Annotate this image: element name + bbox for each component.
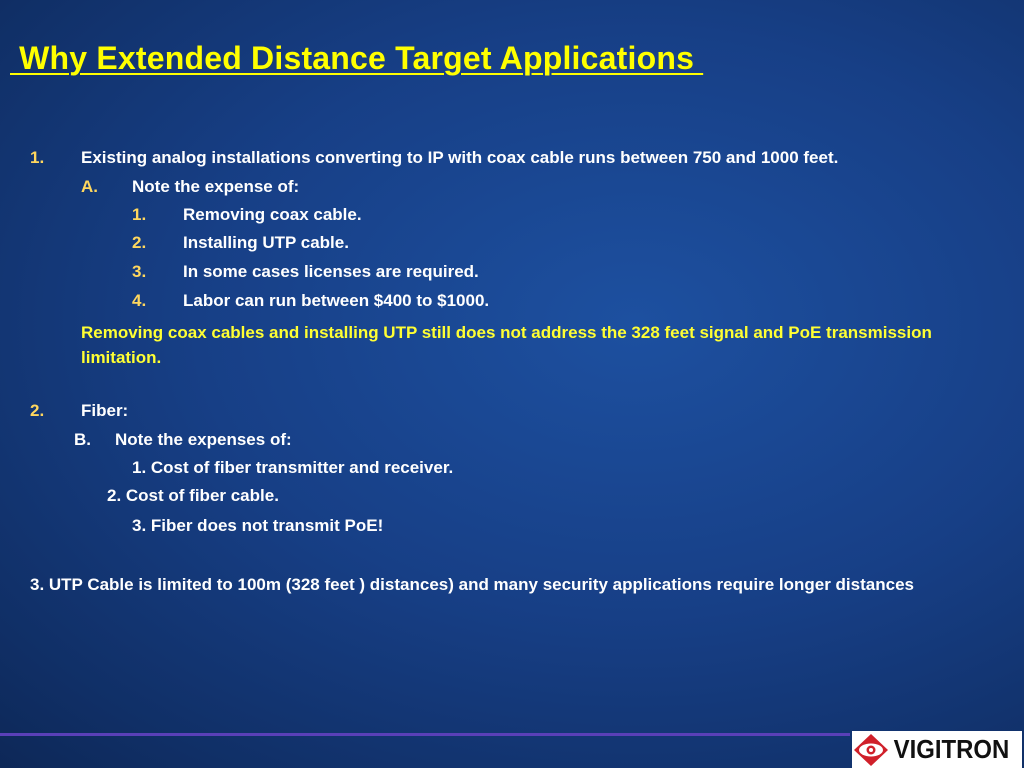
- logo-text: VIGITRON: [893, 734, 1010, 764]
- item-b3-text: 3. Fiber does not transmit PoE!: [132, 516, 384, 535]
- item-a-text: Note the expense of:: [132, 177, 300, 196]
- item-a2-number: 2.: [132, 233, 147, 252]
- item-1-text: Existing analog installations converting to IP with coax cable runs between 750 and 1000 feet.: [81, 148, 839, 167]
- item-2-number: 2.: [30, 401, 45, 420]
- vigitron-logo: [852, 731, 1022, 768]
- coax-limitation-note: Removing coax cables and installing UTP still does not address the 328 feet signal and PoE transmission limitation.: [81, 323, 932, 367]
- item-b-letter: B.: [74, 430, 91, 449]
- item-1-number: 1.: [30, 148, 45, 167]
- footer-divider: [0, 733, 850, 736]
- item-a3-text: In some cases licenses are required.: [183, 262, 479, 281]
- item-a-letter: A.: [81, 177, 98, 196]
- eye-logo-icon: [852, 731, 890, 768]
- item-b1-text: 1. Cost of fiber transmitter and receiver.: [132, 458, 454, 477]
- item-a1-number: 1.: [132, 205, 147, 224]
- item-b-text: Note the expenses of:: [115, 430, 292, 449]
- item-b2-text: 2. Cost of fiber cable.: [107, 486, 279, 505]
- item-a4-number: 4.: [132, 291, 147, 310]
- item-a3-number: 3.: [132, 262, 147, 281]
- slide-title: Why Extended Distance Target Applications: [10, 40, 704, 76]
- item-a2-text: Installing UTP cable.: [183, 233, 349, 252]
- item-a4-text: Labor can run between $400 to $1000.: [183, 291, 490, 310]
- item-a1-text: Removing coax cable.: [183, 205, 362, 224]
- item-3-text: 3. UTP Cable is limited to 100m (328 feet ) distances) and many security applications require longer distances: [30, 575, 914, 594]
- item-2-text: Fiber:: [81, 401, 129, 420]
